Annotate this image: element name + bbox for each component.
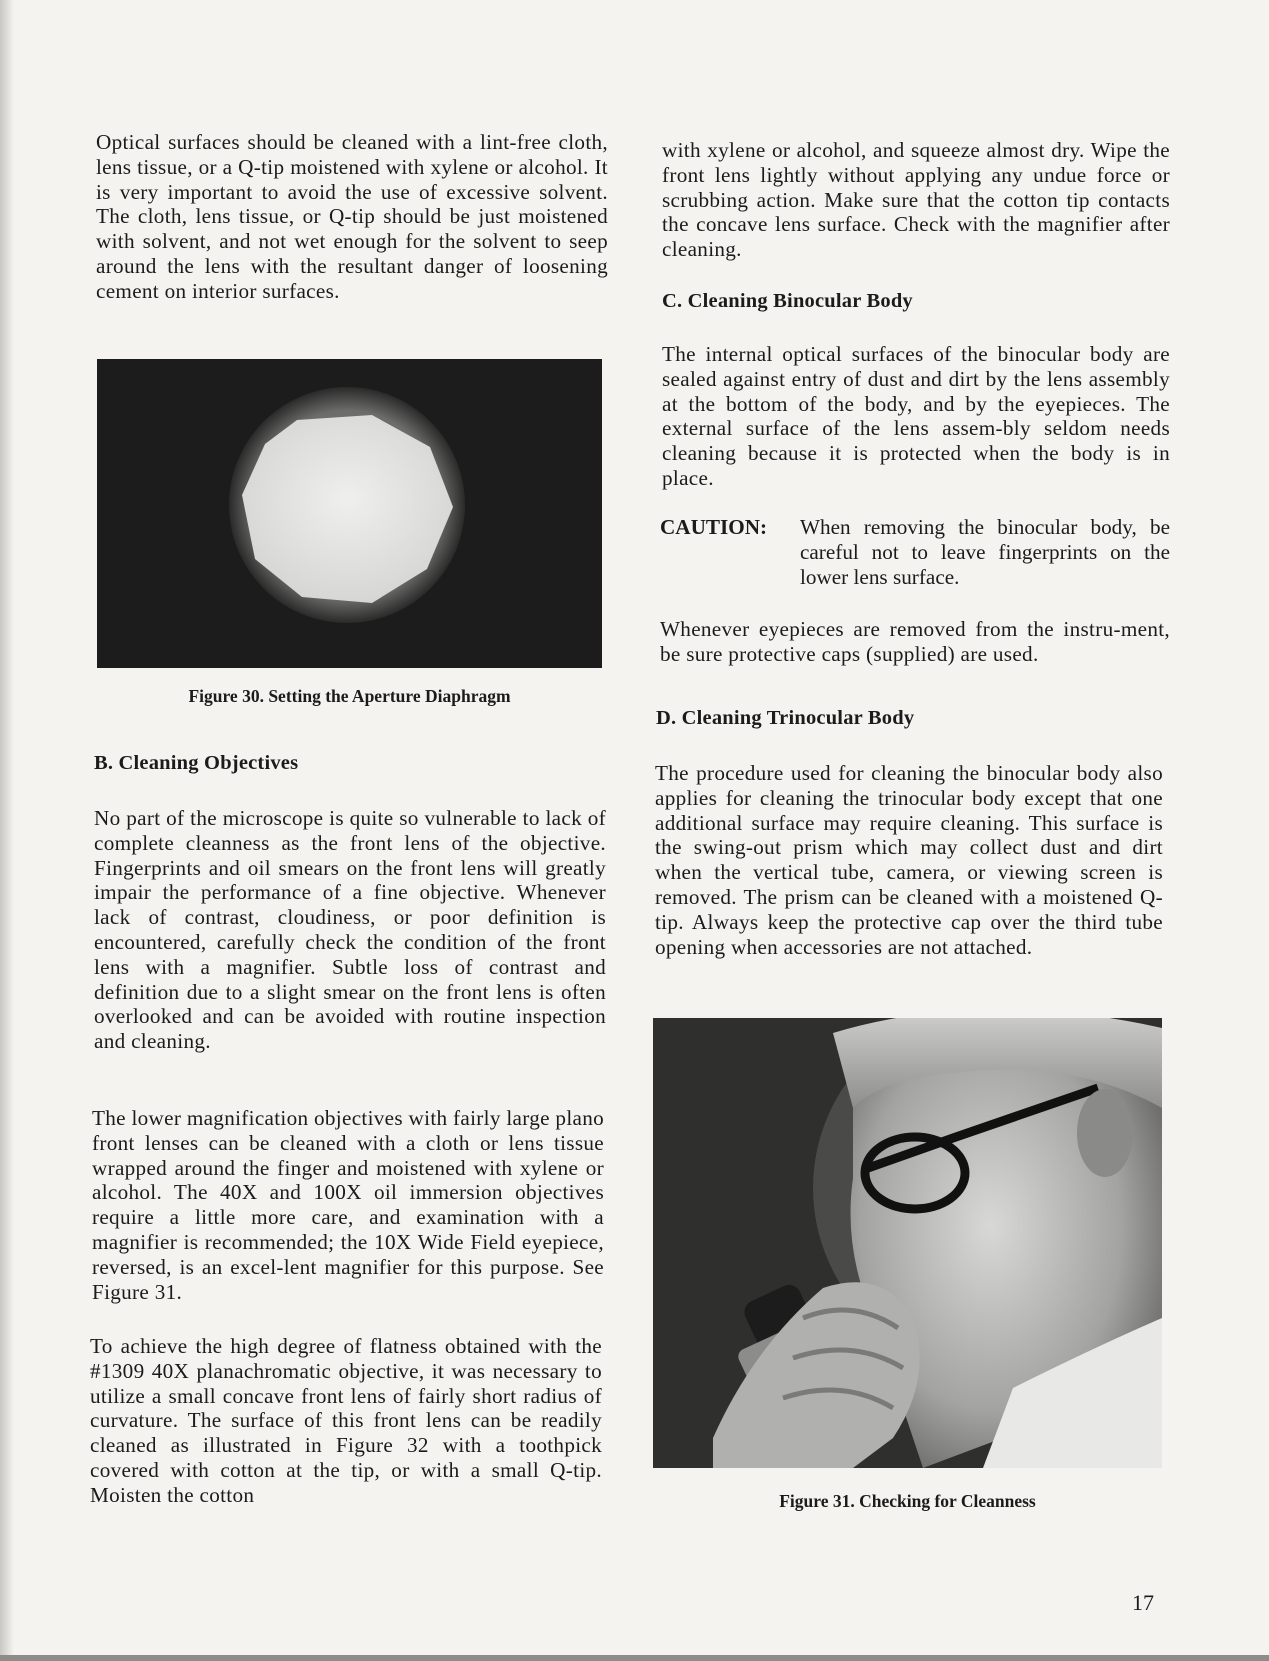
page-binding-shadow bbox=[0, 0, 14, 1661]
section-d-heading: D. Cleaning Trinocular Body bbox=[656, 707, 915, 729]
man-with-magnifier-illustration bbox=[653, 1018, 1162, 1468]
page-bottom-edge bbox=[0, 1655, 1269, 1661]
paragraph-front-lens-vulnerability: No part of the microscope is quite so vulnerable to lack of complete cleanness as the front lens of the objective. Fingerprints and oil smears on the front lens will greatly impair the performance of a fine objective. Whenever lack of contrast, cloudiness, or poor definition is encountered, carefully check the condition of the front lens with a magnifier. Subtle loss of contrast and definition due to a slight smear on the front lens is often overlooked and can be avoided with routine inspection and cleaning. bbox=[94, 806, 606, 1054]
figure-31-caption: Figure 31. Checking for Cleanness bbox=[779, 1491, 1036, 1511]
figure-30-caption: Figure 30. Setting the Aperture Diaphragm bbox=[188, 686, 511, 706]
paragraph-trinocular-body: The procedure used for cleaning the binocular body also applies for cleaning the trinocular body except that one additional surface may require cleaning. This surface is the swing-out prism which may collect dust and dirt when the vertical tube, camera, or viewing screen is removed. The prism can be cleaned with a moistened Q-tip. Always keep the protective cap over the third tube opening when accessories are not attached. bbox=[655, 761, 1163, 959]
page-number: 17 bbox=[1132, 1590, 1154, 1615]
caution-text: When removing the binocular body, be careful not to leave fingerprints on the lower lens surface. bbox=[800, 515, 1170, 589]
paragraph-binocular-body: The internal optical surfaces of the binocular body are sealed against entry of dust and dirt by the lens assembly at the bottom of the body, and by the eyepieces. The external surface of the lens assem-bly seldom needs cleaning because it is protected when the body is in place. bbox=[662, 342, 1170, 490]
aperture-diaphragm-illustration bbox=[97, 359, 602, 668]
paragraph-optical-surfaces: Optical surfaces should be cleaned with a lint-free cloth, lens tissue, or a Q-tip moistened with xylene or alcohol. It is very important to avoid the use of excessive solvent. The cloth, lens tissue, or Q-tip should be just moistened with solvent, and not wet enough for the solvent to seep around the lens with the resultant danger of loosening cement on interior surfaces. bbox=[96, 130, 608, 303]
caution-note bbox=[660, 515, 1170, 589]
figure-30-aperture-image bbox=[97, 359, 602, 668]
paragraph-lower-magnification: The lower magnification objectives with fairly large plano front lenses can be cleaned with a cloth or lens tissue wrapped around the finger and moistened with xylene or alcohol. The 40X and 100X oil immersion objectives require a little more care, and examination with a magnifier is recommended; the 10X Wide Field eyepiece, reversed, is an excel-lent magnifier for this purpose. See Figure 31. bbox=[92, 1106, 604, 1304]
section-c-heading: C. Cleaning Binocular Body bbox=[662, 290, 913, 312]
paragraph-planachromatic-objective: To achieve the high degree of flatness obtained with the #1309 40X planachromatic objective, it was necessary to utilize a small concave front lens of fairly short radius of curvature. The surface of this front lens can be readily cleaned as illustrated in Figure 32 with a toothpick covered with cotton at the tip, or with a small Q-tip. Moisten the cotton bbox=[90, 1334, 602, 1507]
left-column bbox=[96, 130, 608, 304]
paragraph-xylene-squeeze: with xylene or alcohol, and squeeze almost dry. Wipe the front lens lightly without applying any undue force or scrubbing action. Make sure that the cotton tip contacts the concave lens surface. Check with the magnifier after cleaning. bbox=[662, 138, 1170, 262]
figure-31-photo bbox=[653, 1018, 1162, 1468]
section-b-heading: B. Cleaning Objectives bbox=[94, 752, 299, 774]
paragraph-eyepieces-caps: Whenever eyepieces are removed from the instru-ment, be sure protective caps (supplied) are used. bbox=[660, 617, 1170, 666]
caution-label: CAUTION: bbox=[660, 515, 768, 539]
